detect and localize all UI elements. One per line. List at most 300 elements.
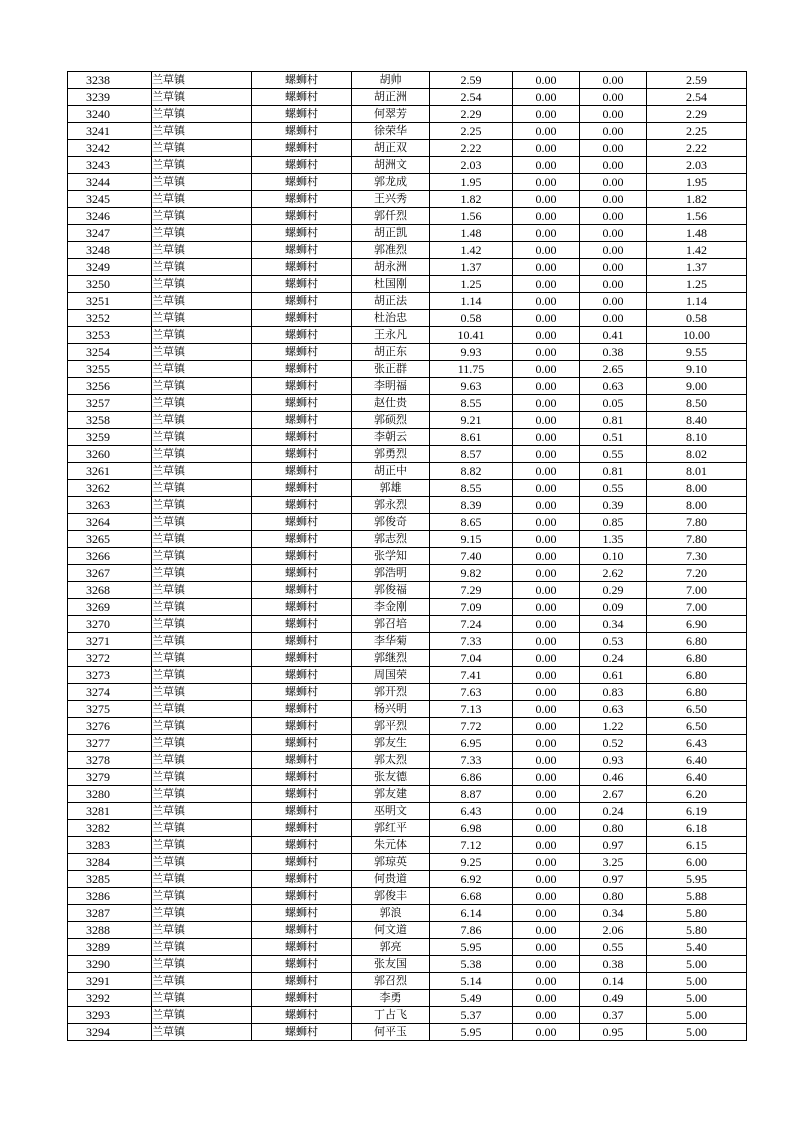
row-number: 3276 [68, 718, 152, 735]
value-col-3: 0.14 [580, 973, 647, 990]
value-col-2: 0.00 [513, 735, 580, 752]
town-cell: 兰草镇 [152, 446, 252, 463]
town-cell: 兰草镇 [152, 293, 252, 310]
person-name-cell: 郭平烈 [352, 718, 430, 735]
value-col-4: 5.00 [647, 990, 747, 1007]
value-col-4: 6.80 [647, 650, 747, 667]
value-col-4: 6.80 [647, 667, 747, 684]
town-cell: 兰草镇 [152, 803, 252, 820]
town-cell: 兰草镇 [152, 208, 252, 225]
value-col-4: 1.25 [647, 276, 747, 293]
table-body [68, 72, 747, 1041]
table-row [68, 1024, 747, 1041]
value-col-2: 0.00 [513, 939, 580, 956]
town-cell: 兰草镇 [152, 174, 252, 191]
town-cell: 兰草镇 [152, 157, 252, 174]
value-col-4: 5.00 [647, 1007, 747, 1024]
table-row [68, 174, 747, 191]
value-col-4: 6.80 [647, 633, 747, 650]
village-cell: 螺蛳村 [252, 361, 352, 378]
person-name-cell: 郭友生 [352, 735, 430, 752]
person-name-cell: 郭琼英 [352, 854, 430, 871]
village-cell: 螺蛳村 [252, 871, 352, 888]
table-row [68, 497, 747, 514]
value-col-4: 6.40 [647, 752, 747, 769]
village-cell: 螺蛳村 [252, 854, 352, 871]
person-name-cell: 郭太烈 [352, 752, 430, 769]
person-name-cell: 郭雄 [352, 480, 430, 497]
town-cell: 兰草镇 [152, 429, 252, 446]
value-col-4: 8.00 [647, 480, 747, 497]
village-cell: 螺蛳村 [252, 89, 352, 106]
value-col-4: 5.00 [647, 973, 747, 990]
village-cell: 螺蛳村 [252, 718, 352, 735]
row-number: 3241 [68, 123, 152, 140]
value-col-3: 0.00 [580, 225, 647, 242]
value-col-2: 0.00 [513, 429, 580, 446]
row-number: 3249 [68, 259, 152, 276]
table-row [68, 395, 747, 412]
person-name-cell: 郭准烈 [352, 242, 430, 259]
value-col-1: 7.72 [430, 718, 513, 735]
value-col-1: 2.59 [430, 72, 513, 89]
value-col-3: 0.39 [580, 497, 647, 514]
value-col-3: 2.67 [580, 786, 647, 803]
person-name-cell: 杜治忠 [352, 310, 430, 327]
town-cell: 兰草镇 [152, 514, 252, 531]
town-cell: 兰草镇 [152, 735, 252, 752]
person-name-cell: 朱元体 [352, 837, 430, 854]
value-col-2: 0.00 [513, 480, 580, 497]
row-number: 3270 [68, 616, 152, 633]
town-cell: 兰草镇 [152, 463, 252, 480]
town-cell: 兰草镇 [152, 378, 252, 395]
value-col-1: 2.54 [430, 89, 513, 106]
person-name-cell: 郭勇烈 [352, 446, 430, 463]
row-number: 3288 [68, 922, 152, 939]
village-cell: 螺蛳村 [252, 956, 352, 973]
table-row [68, 769, 747, 786]
value-col-3: 0.51 [580, 429, 647, 446]
value-col-3: 0.83 [580, 684, 647, 701]
table-row [68, 667, 747, 684]
table-row [68, 361, 747, 378]
value-col-4: 1.37 [647, 259, 747, 276]
town-cell: 兰草镇 [152, 1007, 252, 1024]
value-col-3: 0.81 [580, 463, 647, 480]
row-number: 3268 [68, 582, 152, 599]
table-row [68, 344, 747, 361]
row-number: 3291 [68, 973, 152, 990]
value-col-3: 0.46 [580, 769, 647, 786]
value-col-4: 1.95 [647, 174, 747, 191]
value-col-2: 0.00 [513, 446, 580, 463]
village-cell: 螺蛳村 [252, 582, 352, 599]
table-row [68, 446, 747, 463]
value-col-1: 7.40 [430, 548, 513, 565]
row-number: 3281 [68, 803, 152, 820]
row-number: 3246 [68, 208, 152, 225]
table-row [68, 973, 747, 990]
value-col-4: 6.40 [647, 769, 747, 786]
value-col-4: 5.88 [647, 888, 747, 905]
person-name-cell: 胡正东 [352, 344, 430, 361]
town-cell: 兰草镇 [152, 582, 252, 599]
town-cell: 兰草镇 [152, 480, 252, 497]
value-col-3: 0.97 [580, 837, 647, 854]
value-col-3: 0.63 [580, 378, 647, 395]
value-col-4: 2.25 [647, 123, 747, 140]
value-col-3: 0.80 [580, 820, 647, 837]
town-cell: 兰草镇 [152, 106, 252, 123]
town-cell: 兰草镇 [152, 786, 252, 803]
village-cell: 螺蛳村 [252, 106, 352, 123]
person-name-cell: 郭红平 [352, 820, 430, 837]
value-col-1: 2.25 [430, 123, 513, 140]
value-col-3: 0.97 [580, 871, 647, 888]
value-col-2: 0.00 [513, 922, 580, 939]
row-number: 3245 [68, 191, 152, 208]
value-col-2: 0.00 [513, 1024, 580, 1041]
table-row [68, 701, 747, 718]
value-col-2: 0.00 [513, 395, 580, 412]
value-col-1: 8.57 [430, 446, 513, 463]
value-col-4: 5.80 [647, 922, 747, 939]
value-col-4: 6.90 [647, 616, 747, 633]
table-row [68, 735, 747, 752]
value-col-2: 0.00 [513, 378, 580, 395]
table-row [68, 616, 747, 633]
row-number: 3272 [68, 650, 152, 667]
table-row [68, 310, 747, 327]
person-name-cell: 何贵道 [352, 871, 430, 888]
value-col-1: 1.42 [430, 242, 513, 259]
value-col-1: 7.33 [430, 752, 513, 769]
village-cell: 螺蛳村 [252, 786, 352, 803]
data-table [67, 71, 747, 1041]
town-cell: 兰草镇 [152, 344, 252, 361]
value-col-3: 2.06 [580, 922, 647, 939]
person-name-cell: 张学知 [352, 548, 430, 565]
table-row [68, 718, 747, 735]
table-row [68, 157, 747, 174]
value-col-3: 0.38 [580, 344, 647, 361]
table-row [68, 1007, 747, 1024]
value-col-1: 8.65 [430, 514, 513, 531]
person-name-cell: 郭仟烈 [352, 208, 430, 225]
value-col-2: 0.00 [513, 956, 580, 973]
town-cell: 兰草镇 [152, 361, 252, 378]
town-cell: 兰草镇 [152, 837, 252, 854]
town-cell: 兰草镇 [152, 956, 252, 973]
value-col-2: 0.00 [513, 973, 580, 990]
town-cell: 兰草镇 [152, 327, 252, 344]
person-name-cell: 胡正法 [352, 293, 430, 310]
person-name-cell: 胡洲文 [352, 157, 430, 174]
value-col-2: 0.00 [513, 565, 580, 582]
town-cell: 兰草镇 [152, 684, 252, 701]
value-col-2: 0.00 [513, 990, 580, 1007]
town-cell: 兰草镇 [152, 1024, 252, 1041]
village-cell: 螺蛳村 [252, 310, 352, 327]
village-cell: 螺蛳村 [252, 191, 352, 208]
value-col-3: 0.10 [580, 548, 647, 565]
value-col-1: 7.86 [430, 922, 513, 939]
row-number: 3247 [68, 225, 152, 242]
town-cell: 兰草镇 [152, 548, 252, 565]
value-col-3: 0.37 [580, 1007, 647, 1024]
value-col-3: 0.55 [580, 939, 647, 956]
person-name-cell: 李明福 [352, 378, 430, 395]
village-cell: 螺蛳村 [252, 157, 352, 174]
table-row [68, 378, 747, 395]
value-col-1: 11.75 [430, 361, 513, 378]
value-col-4: 7.00 [647, 582, 747, 599]
person-name-cell: 李金刚 [352, 599, 430, 616]
value-col-3: 0.00 [580, 174, 647, 191]
value-col-3: 0.34 [580, 905, 647, 922]
person-name-cell: 巫明文 [352, 803, 430, 820]
value-col-1: 6.86 [430, 769, 513, 786]
value-col-3: 0.93 [580, 752, 647, 769]
value-col-3: 3.25 [580, 854, 647, 871]
row-number: 3258 [68, 412, 152, 429]
value-col-4: 5.80 [647, 905, 747, 922]
table-row [68, 599, 747, 616]
table-row [68, 786, 747, 803]
town-cell: 兰草镇 [152, 667, 252, 684]
value-col-4: 1.14 [647, 293, 747, 310]
village-cell: 螺蛳村 [252, 293, 352, 310]
row-number: 3284 [68, 854, 152, 871]
value-col-1: 1.14 [430, 293, 513, 310]
row-number: 3267 [68, 565, 152, 582]
value-col-1: 7.04 [430, 650, 513, 667]
value-col-1: 6.92 [430, 871, 513, 888]
village-cell: 螺蛳村 [252, 242, 352, 259]
value-col-2: 0.00 [513, 684, 580, 701]
person-name-cell: 周国荣 [352, 667, 430, 684]
value-col-2: 0.00 [513, 191, 580, 208]
value-col-1: 7.63 [430, 684, 513, 701]
person-name-cell: 胡正凯 [352, 225, 430, 242]
value-col-1: 1.56 [430, 208, 513, 225]
row-number: 3274 [68, 684, 152, 701]
village-cell: 螺蛳村 [252, 225, 352, 242]
village-cell: 螺蛳村 [252, 1007, 352, 1024]
value-col-2: 0.00 [513, 837, 580, 854]
value-col-2: 0.00 [513, 293, 580, 310]
village-cell: 螺蛳村 [252, 123, 352, 140]
town-cell: 兰草镇 [152, 531, 252, 548]
village-cell: 螺蛳村 [252, 446, 352, 463]
value-col-2: 0.00 [513, 412, 580, 429]
village-cell: 螺蛳村 [252, 344, 352, 361]
value-col-3: 0.41 [580, 327, 647, 344]
village-cell: 螺蛳村 [252, 480, 352, 497]
value-col-3: 0.05 [580, 395, 647, 412]
table-row [68, 803, 747, 820]
town-cell: 兰草镇 [152, 191, 252, 208]
value-col-2: 0.00 [513, 140, 580, 157]
person-name-cell: 郭浩明 [352, 565, 430, 582]
value-col-4: 1.42 [647, 242, 747, 259]
row-number: 3289 [68, 939, 152, 956]
value-col-3: 0.29 [580, 582, 647, 599]
person-name-cell: 郭召培 [352, 616, 430, 633]
value-col-2: 0.00 [513, 327, 580, 344]
value-col-2: 0.00 [513, 310, 580, 327]
town-cell: 兰草镇 [152, 259, 252, 276]
person-name-cell: 杜国刚 [352, 276, 430, 293]
row-number: 3253 [68, 327, 152, 344]
value-col-1: 6.14 [430, 905, 513, 922]
person-name-cell: 徐荣华 [352, 123, 430, 140]
value-col-3: 0.00 [580, 276, 647, 293]
value-col-2: 0.00 [513, 361, 580, 378]
value-col-3: 2.62 [580, 565, 647, 582]
village-cell: 螺蛳村 [252, 701, 352, 718]
value-col-1: 5.49 [430, 990, 513, 1007]
table-row [68, 684, 747, 701]
village-cell: 螺蛳村 [252, 837, 352, 854]
value-col-3: 2.65 [580, 361, 647, 378]
value-col-1: 7.41 [430, 667, 513, 684]
village-cell: 螺蛳村 [252, 378, 352, 395]
value-col-4: 5.40 [647, 939, 747, 956]
row-number: 3290 [68, 956, 152, 973]
value-col-1: 9.15 [430, 531, 513, 548]
value-col-2: 0.00 [513, 871, 580, 888]
person-name-cell: 郭亮 [352, 939, 430, 956]
table-row [68, 276, 747, 293]
value-col-3: 0.00 [580, 140, 647, 157]
row-number: 3244 [68, 174, 152, 191]
value-col-3: 0.09 [580, 599, 647, 616]
person-name-cell: 郭俊福 [352, 582, 430, 599]
row-number: 3283 [68, 837, 152, 854]
table-row [68, 565, 747, 582]
village-cell: 螺蛳村 [252, 327, 352, 344]
value-col-2: 0.00 [513, 123, 580, 140]
town-cell: 兰草镇 [152, 497, 252, 514]
village-cell: 螺蛳村 [252, 905, 352, 922]
value-col-1: 0.58 [430, 310, 513, 327]
village-cell: 螺蛳村 [252, 990, 352, 1007]
value-col-1: 7.33 [430, 633, 513, 650]
row-number: 3265 [68, 531, 152, 548]
value-col-4: 2.59 [647, 72, 747, 89]
value-col-4: 2.03 [647, 157, 747, 174]
town-cell: 兰草镇 [152, 752, 252, 769]
value-col-4: 9.10 [647, 361, 747, 378]
town-cell: 兰草镇 [152, 599, 252, 616]
village-cell: 螺蛳村 [252, 1024, 352, 1041]
value-col-1: 5.14 [430, 973, 513, 990]
row-number: 3261 [68, 463, 152, 480]
table-row [68, 72, 747, 89]
value-col-2: 0.00 [513, 633, 580, 650]
town-cell: 兰草镇 [152, 310, 252, 327]
value-col-3: 0.00 [580, 310, 647, 327]
value-col-2: 0.00 [513, 497, 580, 514]
value-col-3: 0.61 [580, 667, 647, 684]
value-col-4: 8.10 [647, 429, 747, 446]
value-col-4: 7.80 [647, 514, 747, 531]
value-col-4: 6.18 [647, 820, 747, 837]
value-col-3: 1.35 [580, 531, 647, 548]
value-col-1: 5.37 [430, 1007, 513, 1024]
value-col-4: 6.43 [647, 735, 747, 752]
value-col-1: 1.48 [430, 225, 513, 242]
row-number: 3292 [68, 990, 152, 1007]
table-row [68, 106, 747, 123]
table-row [68, 905, 747, 922]
value-col-3: 0.24 [580, 803, 647, 820]
village-cell: 螺蛳村 [252, 497, 352, 514]
value-col-4: 1.82 [647, 191, 747, 208]
person-name-cell: 张正群 [352, 361, 430, 378]
table-row [68, 140, 747, 157]
value-col-1: 9.82 [430, 565, 513, 582]
table-row [68, 514, 747, 531]
town-cell: 兰草镇 [152, 140, 252, 157]
person-name-cell: 赵仕贵 [352, 395, 430, 412]
row-number: 3275 [68, 701, 152, 718]
row-number: 3271 [68, 633, 152, 650]
table-row [68, 242, 747, 259]
row-number: 3264 [68, 514, 152, 531]
table-row [68, 820, 747, 837]
value-col-1: 6.98 [430, 820, 513, 837]
value-col-1: 6.95 [430, 735, 513, 752]
value-col-4: 6.15 [647, 837, 747, 854]
value-col-4: 8.01 [647, 463, 747, 480]
value-col-3: 0.81 [580, 412, 647, 429]
row-number: 3287 [68, 905, 152, 922]
person-name-cell: 何翠芳 [352, 106, 430, 123]
row-number: 3269 [68, 599, 152, 616]
table-row [68, 463, 747, 480]
town-cell: 兰草镇 [152, 905, 252, 922]
person-name-cell: 李华菊 [352, 633, 430, 650]
person-name-cell: 何平玉 [352, 1024, 430, 1041]
value-col-3: 0.00 [580, 242, 647, 259]
value-col-4: 5.95 [647, 871, 747, 888]
village-cell: 螺蛳村 [252, 531, 352, 548]
value-col-2: 0.00 [513, 718, 580, 735]
value-col-4: 7.30 [647, 548, 747, 565]
person-name-cell: 张友国 [352, 956, 430, 973]
value-col-4: 2.29 [647, 106, 747, 123]
village-cell: 螺蛳村 [252, 616, 352, 633]
value-col-1: 7.12 [430, 837, 513, 854]
value-col-3: 0.55 [580, 446, 647, 463]
value-col-3: 0.34 [580, 616, 647, 633]
town-cell: 兰草镇 [152, 854, 252, 871]
person-name-cell: 郭志烈 [352, 531, 430, 548]
row-number: 3294 [68, 1024, 152, 1041]
value-col-1: 8.82 [430, 463, 513, 480]
value-col-4: 8.50 [647, 395, 747, 412]
person-name-cell: 胡正洲 [352, 89, 430, 106]
village-cell: 螺蛳村 [252, 684, 352, 701]
value-col-4: 5.00 [647, 1024, 747, 1041]
table-row [68, 854, 747, 871]
value-col-2: 0.00 [513, 701, 580, 718]
person-name-cell: 胡永洲 [352, 259, 430, 276]
village-cell: 螺蛳村 [252, 820, 352, 837]
